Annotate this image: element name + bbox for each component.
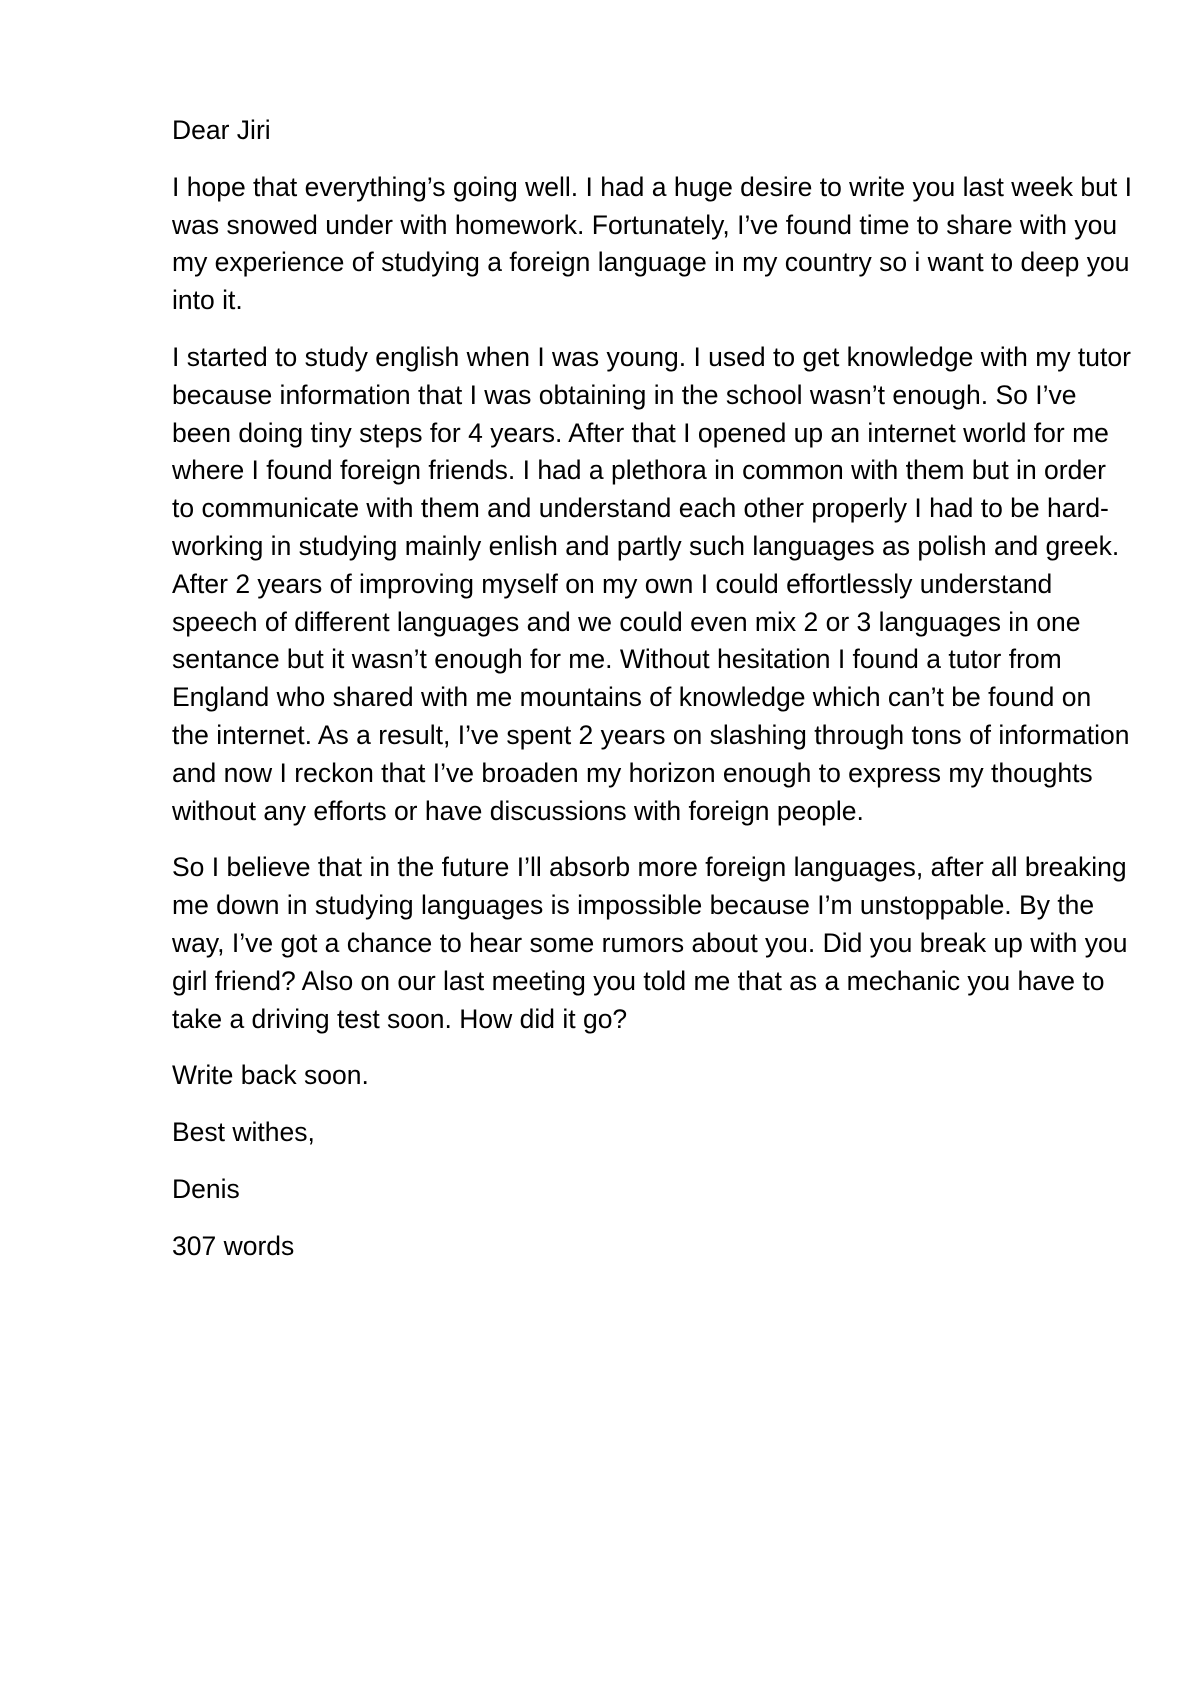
letter-body (172, 112, 1132, 1285)
letter-signature: Denis (172, 1173, 240, 1204)
letter-paragraph-2: I started to study english when I was young. I used to get knowledge with my tutor because information that I was obtaining in the school wasn’t enough. So I’ve been doing tiny steps for 4 years. After that I opened up an internet world for me where I found foreign friends. I had a plethora in common with them but in order to communicate with them and understand each other properly I had to be hard-working in studying mainly enlish and partly such languages as polish and greek. After 2 years of improving myself on my own I could effortlessly understand speech of different languages and we could even mix 2 or 3 languages in one sentance but it wasn’t enough for me. Without hesitation I found a tutor from England who shared with me mountains of knowledge which can’t be found on the internet. As a result, I’ve spent 2 years on slashing through tons of information and now I reckon that I’ve broaden my horizon enough to express my thoughts without any efforts or have discussions with foreign people. (172, 341, 1131, 826)
letter-greeting: Dear Jiri (172, 115, 271, 145)
letter-closing-line: Write back soon. (172, 1060, 369, 1091)
word-count: 307 words (172, 1230, 295, 1261)
letter-sign-off: Best withes, (172, 1117, 315, 1148)
letter-paragraph-3: So I believe that in the future I’ll absorb more foreign languages, after all breaking me down in studying languages is impossible because I’m unstoppable. By the way, I’ve got a chance to hear some rumors about you. Did you break up with you girl friend? Also on our last meeting you told me that as a mechanic you have to take a driving test soon. How did it go? (172, 852, 1128, 1034)
letter-paragraph-1: I hope that everything’s going well. I had a huge desire to write you last week but I was snowed under with homework. Fortunately, I’ve found time to share with you my experience of studying a foreign language in my country so i want to deep you into it. (172, 171, 1132, 316)
